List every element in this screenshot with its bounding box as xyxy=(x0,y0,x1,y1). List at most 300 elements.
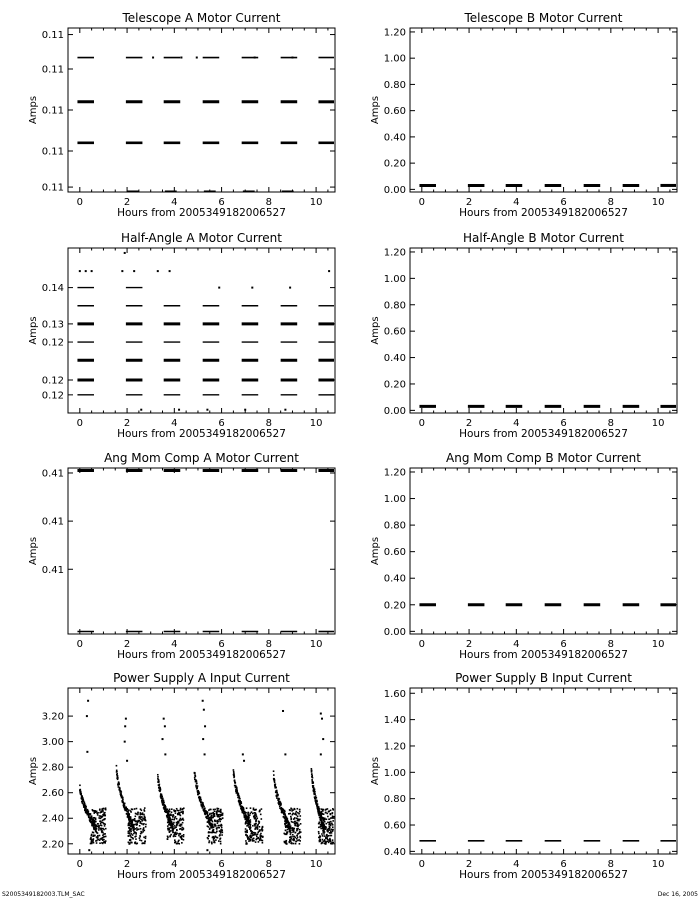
data-point xyxy=(233,773,235,775)
data-point xyxy=(214,809,216,811)
data-point xyxy=(179,833,181,835)
data-point xyxy=(116,765,118,767)
data-point xyxy=(256,818,258,820)
data-point xyxy=(289,824,291,826)
data-point xyxy=(325,843,327,845)
data-point xyxy=(134,828,136,830)
data-point xyxy=(288,828,290,830)
data-point xyxy=(134,842,136,844)
x-tick-label: 6 xyxy=(560,639,567,650)
data-point xyxy=(183,839,185,841)
data-point xyxy=(181,838,183,840)
chart-title: Telescope A Motor Current xyxy=(122,11,281,25)
data-point xyxy=(145,836,147,838)
data-point xyxy=(196,787,198,789)
y-tick-label: 1.00 xyxy=(383,494,406,506)
data-point xyxy=(206,849,208,851)
data-point xyxy=(95,817,97,819)
y-tick-label: 0.00 xyxy=(383,626,406,638)
data-point xyxy=(145,837,147,839)
data-point xyxy=(218,814,220,816)
data-point xyxy=(199,793,201,795)
data-point xyxy=(179,819,181,821)
data-point xyxy=(214,825,216,827)
data-point xyxy=(241,803,243,805)
x-tick-label: 0 xyxy=(418,859,426,870)
data-point xyxy=(143,842,145,844)
data-point xyxy=(323,833,325,835)
data-point xyxy=(135,838,137,840)
y-axis-label: Amps xyxy=(28,756,39,786)
data-point xyxy=(332,842,334,844)
x-tick-label: 4 xyxy=(171,418,178,429)
data-point xyxy=(164,753,166,755)
data-point xyxy=(251,837,253,839)
data-point xyxy=(253,834,255,836)
data-point xyxy=(140,828,142,830)
x-tick-label: 6 xyxy=(218,197,225,208)
y-tick-label: 0.40 xyxy=(383,353,406,365)
data-point xyxy=(331,835,333,837)
data-point xyxy=(99,835,101,837)
data-point xyxy=(131,833,133,835)
data-point xyxy=(159,784,161,786)
data-point xyxy=(296,838,298,840)
data-point xyxy=(152,57,154,59)
data-point xyxy=(101,825,103,827)
y-tick-label: 1.40 xyxy=(383,715,406,727)
data-point xyxy=(167,836,169,838)
data-point xyxy=(213,832,215,834)
data-point xyxy=(292,813,294,815)
data-point xyxy=(208,817,210,819)
data-point xyxy=(181,811,183,813)
data-cycle xyxy=(311,768,335,845)
data-point xyxy=(104,808,106,810)
y-tick-label: 1.00 xyxy=(383,767,406,779)
y-tick-label: 0.60 xyxy=(383,820,406,832)
data-point xyxy=(97,835,99,837)
data-point xyxy=(255,823,257,825)
y-tick-label: 0.41 xyxy=(41,468,64,480)
y-tick-label: 0.11 xyxy=(41,182,64,194)
y-tick-label: 1.20 xyxy=(383,247,406,259)
data-point xyxy=(331,813,333,815)
data-point xyxy=(250,827,252,829)
data-point xyxy=(140,831,142,833)
data-point xyxy=(246,807,248,809)
data-point xyxy=(96,836,98,838)
y-axis-label: Amps xyxy=(370,95,381,125)
x-axis-label: Hours from 2005349182006527 xyxy=(459,428,628,440)
data-point xyxy=(245,823,247,825)
y-tick-label: 0.11 xyxy=(41,146,64,158)
data-point xyxy=(88,849,90,851)
data-cycle xyxy=(157,774,185,845)
y-tick-label: 1.20 xyxy=(383,467,406,479)
x-tick-label: 4 xyxy=(513,639,520,650)
data-point xyxy=(261,808,263,810)
data-point xyxy=(158,781,160,783)
data-point xyxy=(143,827,145,829)
data-point xyxy=(172,832,174,834)
data-point xyxy=(88,811,90,813)
data-point xyxy=(215,820,217,822)
data-point xyxy=(273,774,275,776)
x-tick-label: 0 xyxy=(76,639,84,650)
data-point xyxy=(79,789,81,791)
data-point xyxy=(102,839,104,841)
data-point xyxy=(295,843,297,845)
data-point xyxy=(204,725,206,727)
data-point xyxy=(182,829,184,831)
data-point xyxy=(325,828,327,830)
data-point xyxy=(180,828,182,830)
data-point xyxy=(124,803,126,805)
chart-panel-7 xyxy=(28,671,335,881)
data-point xyxy=(160,789,162,791)
data-point xyxy=(128,835,130,837)
data-point xyxy=(220,838,222,840)
data-point xyxy=(214,815,216,817)
x-tick-label: 8 xyxy=(265,418,273,429)
data-point xyxy=(217,837,219,839)
data-point xyxy=(208,809,210,811)
data-point xyxy=(246,830,248,832)
data-point xyxy=(328,270,330,272)
data-point xyxy=(293,843,295,845)
x-tick-label: 4 xyxy=(513,197,520,208)
y-tick-label: 0.11 xyxy=(41,64,64,76)
data-point xyxy=(203,709,205,711)
data-point xyxy=(213,829,215,831)
data-point xyxy=(180,809,182,811)
data-point xyxy=(256,835,258,837)
data-point xyxy=(290,825,292,827)
y-tick-label: 0.60 xyxy=(383,547,406,559)
data-point xyxy=(288,813,290,815)
data-point xyxy=(321,843,323,845)
data-point xyxy=(174,832,176,834)
data-point xyxy=(91,817,93,819)
data-point xyxy=(130,818,132,820)
data-point xyxy=(92,831,94,833)
data-point xyxy=(95,831,97,833)
data-point xyxy=(159,791,161,793)
plot-frame xyxy=(410,688,677,854)
data-point xyxy=(322,835,324,837)
x-tick-label: 10 xyxy=(309,418,323,429)
data-point xyxy=(220,841,222,843)
data-point xyxy=(286,843,288,845)
data-point xyxy=(169,822,171,824)
data-point xyxy=(235,782,237,784)
data-point xyxy=(169,831,171,833)
y-tick-label: 1.20 xyxy=(383,27,406,39)
y-tick-label: 2.80 xyxy=(41,762,64,774)
data-point xyxy=(249,821,251,823)
data-point xyxy=(254,812,256,814)
data-point xyxy=(90,843,92,845)
data-point xyxy=(292,809,294,811)
data-point xyxy=(320,816,322,818)
data-point xyxy=(297,833,299,835)
data-point xyxy=(218,840,220,842)
data-point xyxy=(208,842,210,844)
data-point xyxy=(297,829,299,831)
data-point xyxy=(176,829,178,831)
data-point xyxy=(102,837,104,839)
x-tick-label: 4 xyxy=(171,197,178,208)
data-point xyxy=(289,810,291,812)
data-point xyxy=(97,823,99,825)
data-point xyxy=(328,818,330,820)
data-point xyxy=(96,842,98,844)
x-tick-label: 2 xyxy=(123,639,131,650)
data-point xyxy=(276,790,278,792)
data-point xyxy=(220,832,222,834)
data-point xyxy=(211,813,213,815)
data-point xyxy=(325,809,327,811)
data-point xyxy=(167,808,169,810)
data-point xyxy=(105,836,107,838)
y-tick-label: 1.00 xyxy=(383,53,406,65)
data-point xyxy=(178,835,180,837)
data-point xyxy=(289,287,291,289)
data-point xyxy=(136,824,138,826)
data-point xyxy=(202,807,204,809)
data-point xyxy=(129,832,131,834)
data-point xyxy=(134,818,136,820)
data-point xyxy=(318,831,320,833)
data-point xyxy=(128,813,130,815)
data-point xyxy=(127,811,129,813)
data-point xyxy=(196,57,198,59)
data-point xyxy=(99,839,101,841)
plot-frame xyxy=(410,248,677,413)
data-point xyxy=(291,808,293,810)
data-point xyxy=(136,808,138,810)
data-point xyxy=(297,820,299,822)
data-point xyxy=(92,839,94,841)
data-point xyxy=(294,836,296,838)
data-point xyxy=(177,821,179,823)
data-point xyxy=(141,823,143,825)
x-tick-label: 2 xyxy=(123,197,131,208)
data-point xyxy=(212,821,214,823)
data-point xyxy=(311,775,313,777)
data-point xyxy=(246,836,248,838)
data-point xyxy=(197,785,199,787)
data-point xyxy=(178,810,180,812)
y-axis-label: Amps xyxy=(28,536,39,566)
data-point xyxy=(296,811,298,813)
data-point xyxy=(122,799,124,801)
data-point xyxy=(204,753,206,755)
data-point xyxy=(217,816,219,818)
y-tick-label: 0.80 xyxy=(383,300,406,312)
data-point xyxy=(257,828,259,830)
y-tick-label: 0.20 xyxy=(383,379,406,391)
data-point xyxy=(332,820,334,822)
data-point xyxy=(251,831,253,833)
data-point xyxy=(137,812,139,814)
data-point xyxy=(142,812,144,814)
y-tick-label: 2.60 xyxy=(41,788,64,800)
data-point xyxy=(144,817,146,819)
data-point xyxy=(322,809,324,811)
data-point xyxy=(134,808,136,810)
data-point xyxy=(90,837,92,839)
data-point xyxy=(320,817,322,819)
data-point xyxy=(80,791,82,793)
data-point xyxy=(255,820,257,822)
data-point xyxy=(196,781,198,783)
x-tick-label: 10 xyxy=(651,859,665,870)
data-point xyxy=(135,813,137,815)
data-point xyxy=(327,816,329,818)
chart-title: Power Supply A Input Current xyxy=(113,671,290,685)
data-point xyxy=(212,825,214,827)
data-point xyxy=(134,820,136,822)
data-point xyxy=(245,834,247,836)
data-point xyxy=(99,808,101,810)
data-point xyxy=(253,809,255,811)
data-point xyxy=(320,828,322,830)
data-point xyxy=(80,793,82,795)
x-tick-label: 2 xyxy=(465,859,473,870)
data-point xyxy=(255,834,257,836)
x-tick-label: 2 xyxy=(123,859,131,870)
data-point xyxy=(204,808,206,810)
data-point xyxy=(91,834,93,836)
data-point xyxy=(102,828,104,830)
data-point xyxy=(161,796,163,798)
y-tick-label: 0.60 xyxy=(383,326,406,338)
data-point xyxy=(210,823,212,825)
data-point xyxy=(214,824,216,826)
data-point xyxy=(134,824,136,826)
data-point xyxy=(177,823,179,825)
data-point xyxy=(99,820,101,822)
data-point xyxy=(124,741,126,743)
data-point xyxy=(170,814,172,816)
data-point xyxy=(163,800,165,802)
data-point xyxy=(323,819,325,821)
data-point xyxy=(295,823,297,825)
data-point xyxy=(105,828,107,830)
y-tick-label: 0.41 xyxy=(41,564,64,576)
y-tick-label: 0.00 xyxy=(383,405,406,417)
data-point xyxy=(85,806,87,808)
data-point xyxy=(289,839,291,841)
data-point xyxy=(140,808,142,810)
data-point xyxy=(101,811,103,813)
data-point xyxy=(311,779,313,781)
data-point xyxy=(290,833,292,835)
data-point xyxy=(133,827,135,829)
data-point xyxy=(321,718,323,720)
data-point xyxy=(329,839,331,841)
data-point xyxy=(139,825,141,827)
data-point xyxy=(91,270,93,272)
data-point xyxy=(129,830,131,832)
plot-frame xyxy=(68,28,335,192)
data-point xyxy=(216,831,218,833)
data-point xyxy=(127,825,129,827)
data-point xyxy=(325,823,327,825)
data-point xyxy=(221,814,223,816)
data-point xyxy=(332,829,334,831)
data-point xyxy=(172,814,174,816)
data-point xyxy=(91,820,93,822)
plot-frame xyxy=(410,28,677,192)
data-point xyxy=(284,753,286,755)
data-point xyxy=(327,808,329,810)
data-point xyxy=(255,809,257,811)
data-point xyxy=(101,816,103,818)
y-tick-label: 0.13 xyxy=(41,319,64,331)
data-point xyxy=(94,824,96,826)
x-tick-label: 10 xyxy=(309,197,323,208)
data-point xyxy=(93,822,95,824)
data-point xyxy=(102,810,104,812)
x-axis-label: Hours from 2005349182006527 xyxy=(117,649,286,661)
data-point xyxy=(320,825,322,827)
data-point xyxy=(170,827,172,829)
data-point xyxy=(212,826,214,828)
data-point xyxy=(322,738,324,740)
data-cycle xyxy=(116,765,147,845)
data-point xyxy=(99,842,101,844)
data-point xyxy=(170,819,172,821)
data-point xyxy=(331,823,333,825)
data-point xyxy=(180,815,182,817)
data-point xyxy=(293,828,295,830)
x-tick-label: 4 xyxy=(513,859,520,870)
data-point xyxy=(284,833,286,835)
data-point xyxy=(291,843,293,845)
plot-frame xyxy=(410,468,677,634)
x-tick-label: 8 xyxy=(265,859,273,870)
data-point xyxy=(171,808,173,810)
y-tick-label: 0.12 xyxy=(41,375,64,387)
data-point xyxy=(262,826,264,828)
data-point xyxy=(299,831,301,833)
x-tick-label: 0 xyxy=(76,418,84,429)
x-tick-label: 4 xyxy=(171,859,178,870)
x-axis-label: Hours from 2005349182006527 xyxy=(117,428,286,440)
data-point xyxy=(254,814,256,816)
data-point xyxy=(324,835,326,837)
y-tick-label: 2.40 xyxy=(41,813,64,825)
data-point xyxy=(161,794,163,796)
x-tick-label: 6 xyxy=(218,418,225,429)
data-point xyxy=(299,809,301,811)
data-point xyxy=(85,808,87,810)
data-point xyxy=(200,799,202,801)
data-point xyxy=(164,725,166,727)
data-point xyxy=(257,827,259,829)
data-point xyxy=(319,835,321,837)
data-point xyxy=(233,774,235,776)
data-cycle xyxy=(273,770,302,844)
data-point xyxy=(331,832,333,834)
data-point xyxy=(171,822,173,824)
y-tick-label: 2.20 xyxy=(41,839,64,851)
data-point xyxy=(299,815,301,817)
data-point xyxy=(144,807,146,809)
